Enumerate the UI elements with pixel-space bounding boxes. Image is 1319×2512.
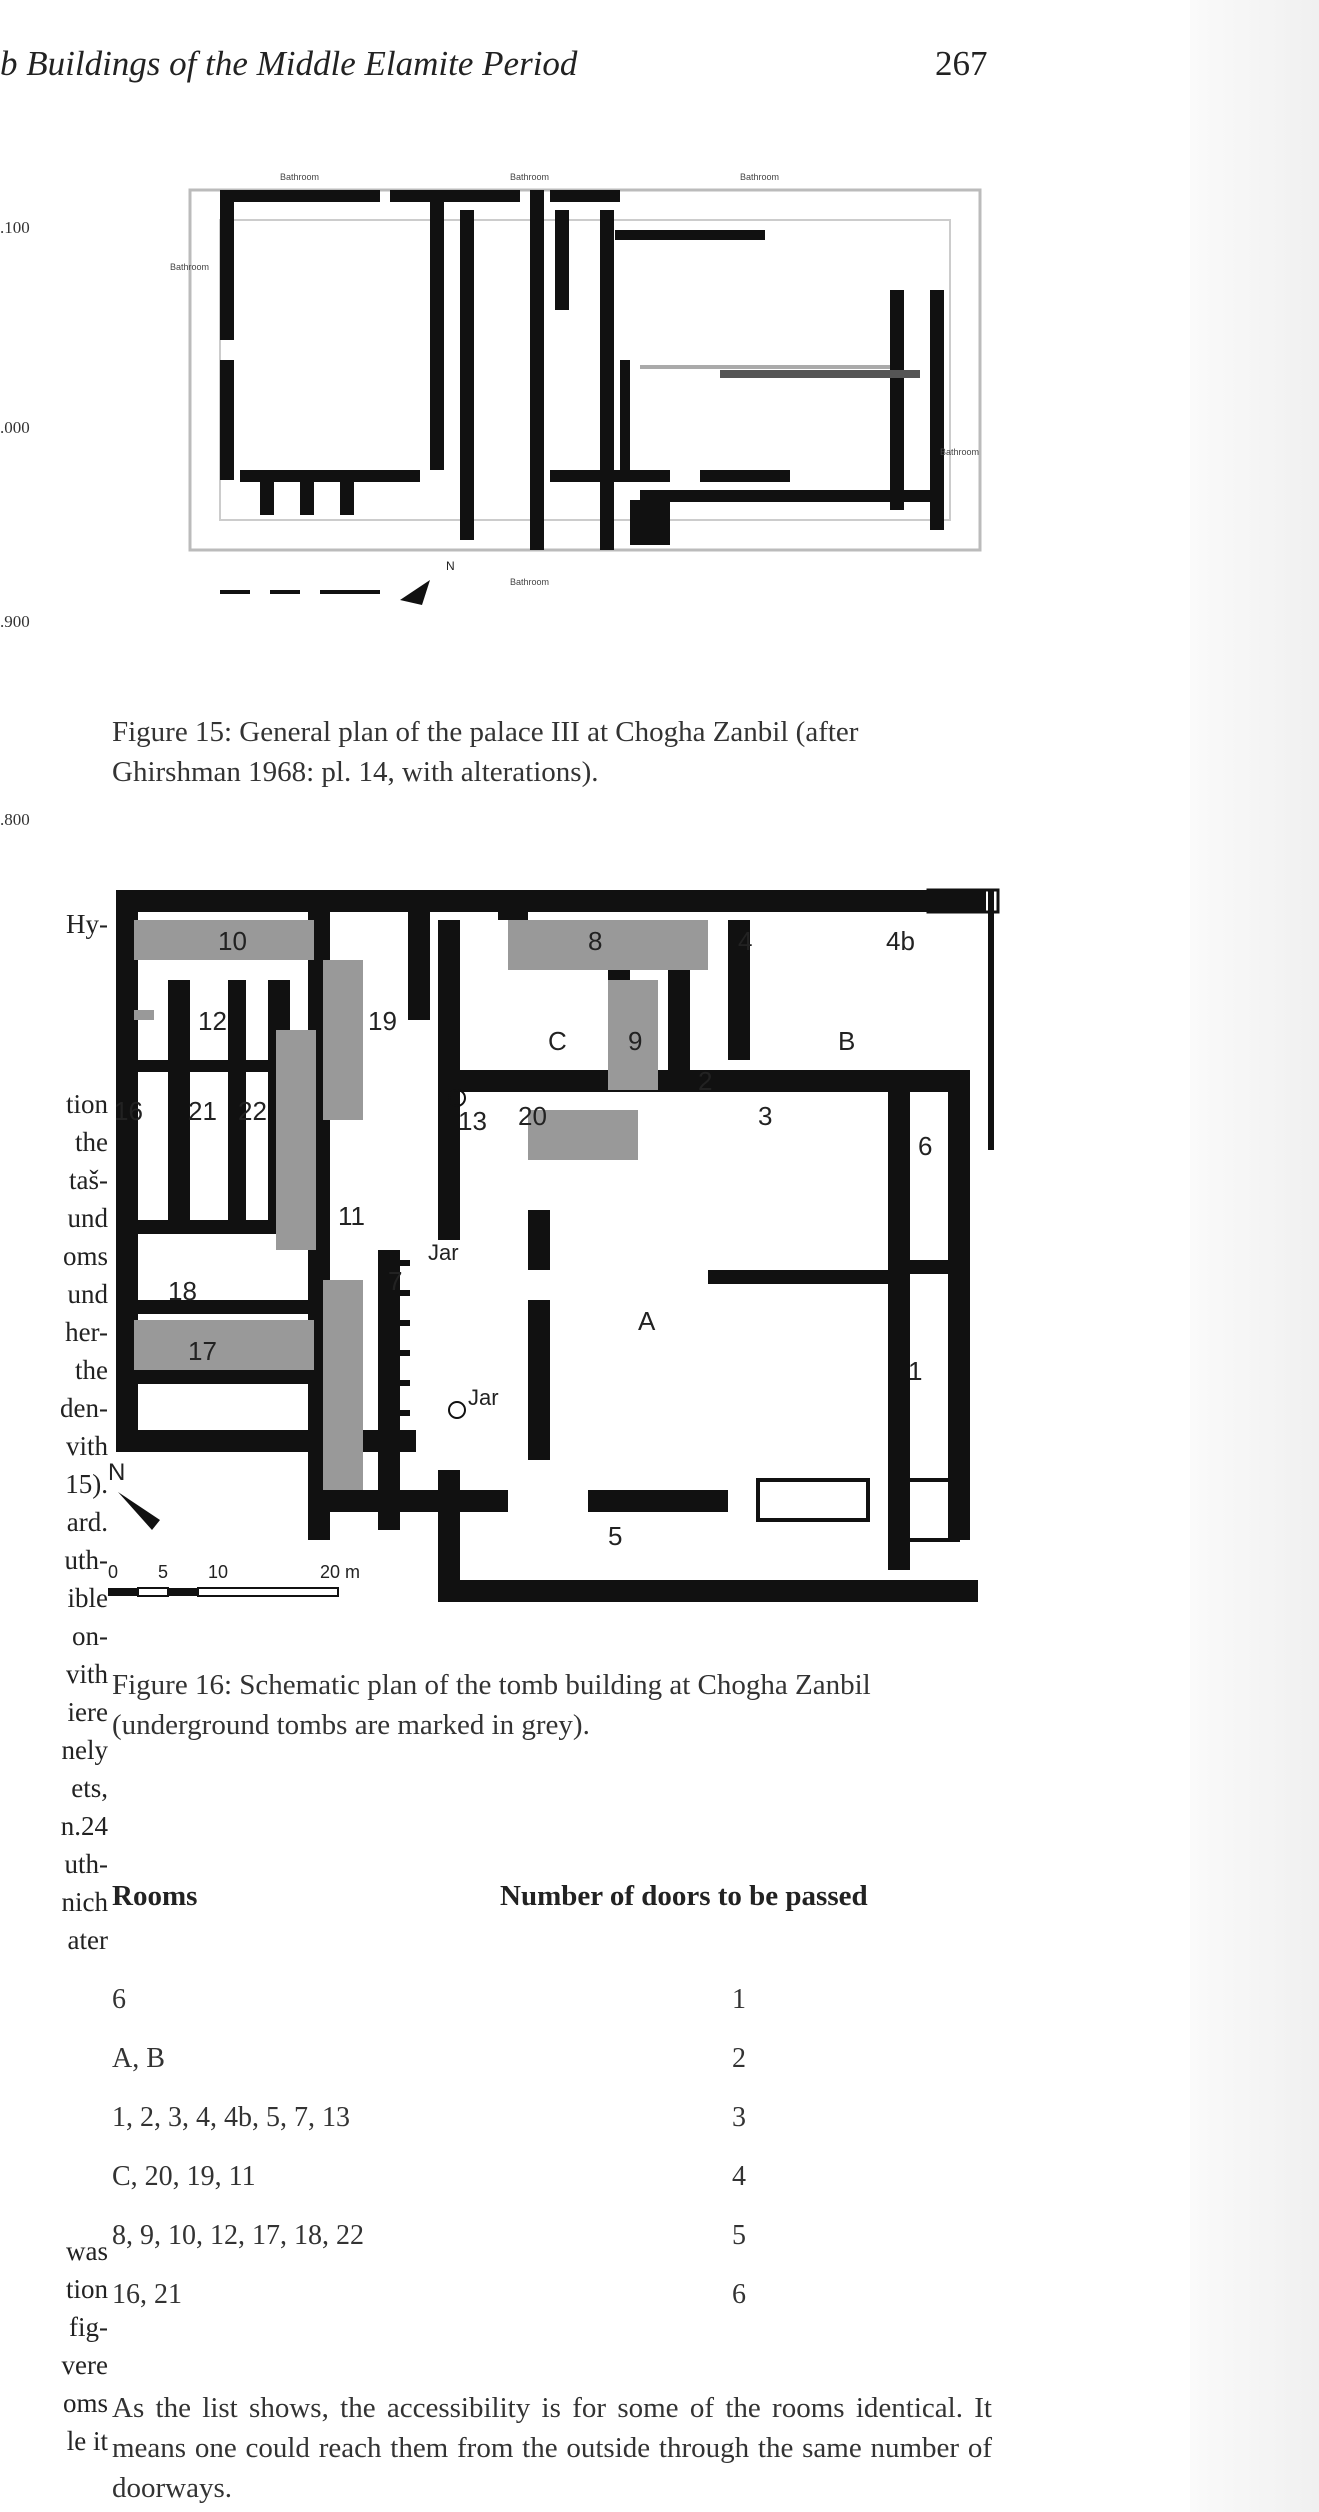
svg-text:21: 21 [188, 1096, 217, 1126]
svg-text:Bathroom: Bathroom [510, 577, 550, 587]
table-cell-doors: 1 [732, 1984, 746, 2015]
svg-text:Jar: Jar [428, 1240, 459, 1265]
svg-text:10: 10 [208, 1562, 229, 1582]
svg-text:5: 5 [608, 1521, 623, 1551]
svg-text:4b: 4b [886, 926, 915, 956]
svg-text:19: 19 [368, 1006, 397, 1036]
svg-text:13: 13 [458, 1106, 487, 1136]
scale-bar [108, 1562, 360, 1596]
svg-text:B: B [838, 1026, 856, 1056]
svg-text:5: 5 [158, 1562, 169, 1582]
svg-text:11: 11 [338, 1201, 365, 1231]
svg-text:10: 10 [218, 926, 247, 956]
svg-text:22: 22 [238, 1096, 267, 1126]
svg-text:3: 3 [758, 1101, 773, 1131]
svg-text:7: 7 [388, 1266, 403, 1296]
table-cell-rooms: 16, 21 [112, 2279, 182, 2310]
table-header-rooms: Rooms [112, 1880, 198, 1912]
table-cell-doors: 4 [732, 2161, 746, 2192]
margin-text-block: was tion fig- vere oms le it [61, 2236, 108, 2456]
table-cell-rooms: 8, 9, 10, 12, 17, 18, 22 [112, 2220, 364, 2251]
svg-text:4: 4 [738, 926, 753, 956]
figure-16-caption: Figure 16: Schematic plan of the tomb building at Chogha Zanbil (underground tombs are marked in grey). [112, 1669, 871, 1741]
svg-text:1: 1 [908, 1356, 923, 1386]
north-arrow-icon [108, 1459, 160, 1530]
scale-bar [220, 590, 380, 594]
svg-text:17: 17 [188, 1336, 217, 1366]
svg-text:16: 16 [114, 1096, 143, 1126]
svg-text:Bathroom: Bathroom [280, 172, 320, 182]
page-number: 267 [935, 44, 988, 83]
margin-number: .800 [0, 810, 30, 829]
svg-text:A: A [638, 1306, 656, 1336]
svg-text:9: 9 [628, 1026, 643, 1056]
page-shadow [1190, 0, 1319, 2512]
svg-text:18: 18 [168, 1276, 197, 1306]
svg-text:0: 0 [108, 1562, 119, 1582]
margin-number: .900 [0, 612, 30, 631]
svg-text:Bathroom: Bathroom [170, 262, 210, 272]
svg-text:Bathroom: Bathroom [510, 172, 550, 182]
table-cell-doors: 5 [732, 2220, 746, 2251]
table-cell-rooms: 6 [112, 1984, 126, 2015]
margin-text-block: tion the taš- und oms und her- the den- vith 15). ard. uth- ible on- vith iere nely ets, n.24 uth- nich ater [60, 1089, 108, 1955]
figure-15-caption: Figure 15: General plan of the palace III at Chogha Zanbil (after Ghirshman 1968: pl. 14, with alterations). [112, 716, 859, 788]
margin-text: Hy- [66, 909, 108, 939]
figure-15-plan [160, 150, 1020, 620]
table-header-doors: Number of doors to be passed [500, 1880, 868, 1912]
body-paragraph: As the list shows, the accessibility is for some of the rooms identical. It means one could reach them from the outside through the same number of doorways. [112, 2392, 992, 2504]
table-cell-doors: 3 [732, 2102, 746, 2133]
svg-text:N: N [108, 1459, 126, 1486]
table-cell-rooms: A, B [112, 2043, 165, 2074]
svg-text:Jar: Jar [468, 1385, 499, 1410]
svg-text:2: 2 [698, 1066, 713, 1096]
running-header: b Buildings of the Middle Elamite Period [0, 44, 578, 83]
svg-text:12: 12 [198, 1006, 227, 1036]
figure-16-plan [108, 880, 1008, 1620]
table-cell-rooms: 1, 2, 3, 4, 4b, 5, 7, 13 [112, 2102, 350, 2133]
north-arrow-icon [400, 559, 455, 605]
svg-text:8: 8 [588, 926, 603, 956]
svg-text:Bathroom: Bathroom [940, 447, 980, 457]
svg-text:6: 6 [918, 1131, 933, 1161]
svg-text:20: 20 [518, 1101, 547, 1131]
margin-number: .000 [0, 418, 30, 437]
table-cell-rooms: C, 20, 19, 11 [112, 2161, 256, 2192]
svg-text:N: N [446, 559, 455, 573]
svg-text:20 m: 20 m [320, 1562, 361, 1582]
margin-number: .100 [0, 218, 30, 237]
table-cell-doors: 6 [732, 2279, 746, 2310]
table-cell-doors: 2 [732, 2043, 746, 2074]
svg-text:Bathroom: Bathroom [740, 172, 780, 182]
svg-text:C: C [548, 1026, 567, 1056]
